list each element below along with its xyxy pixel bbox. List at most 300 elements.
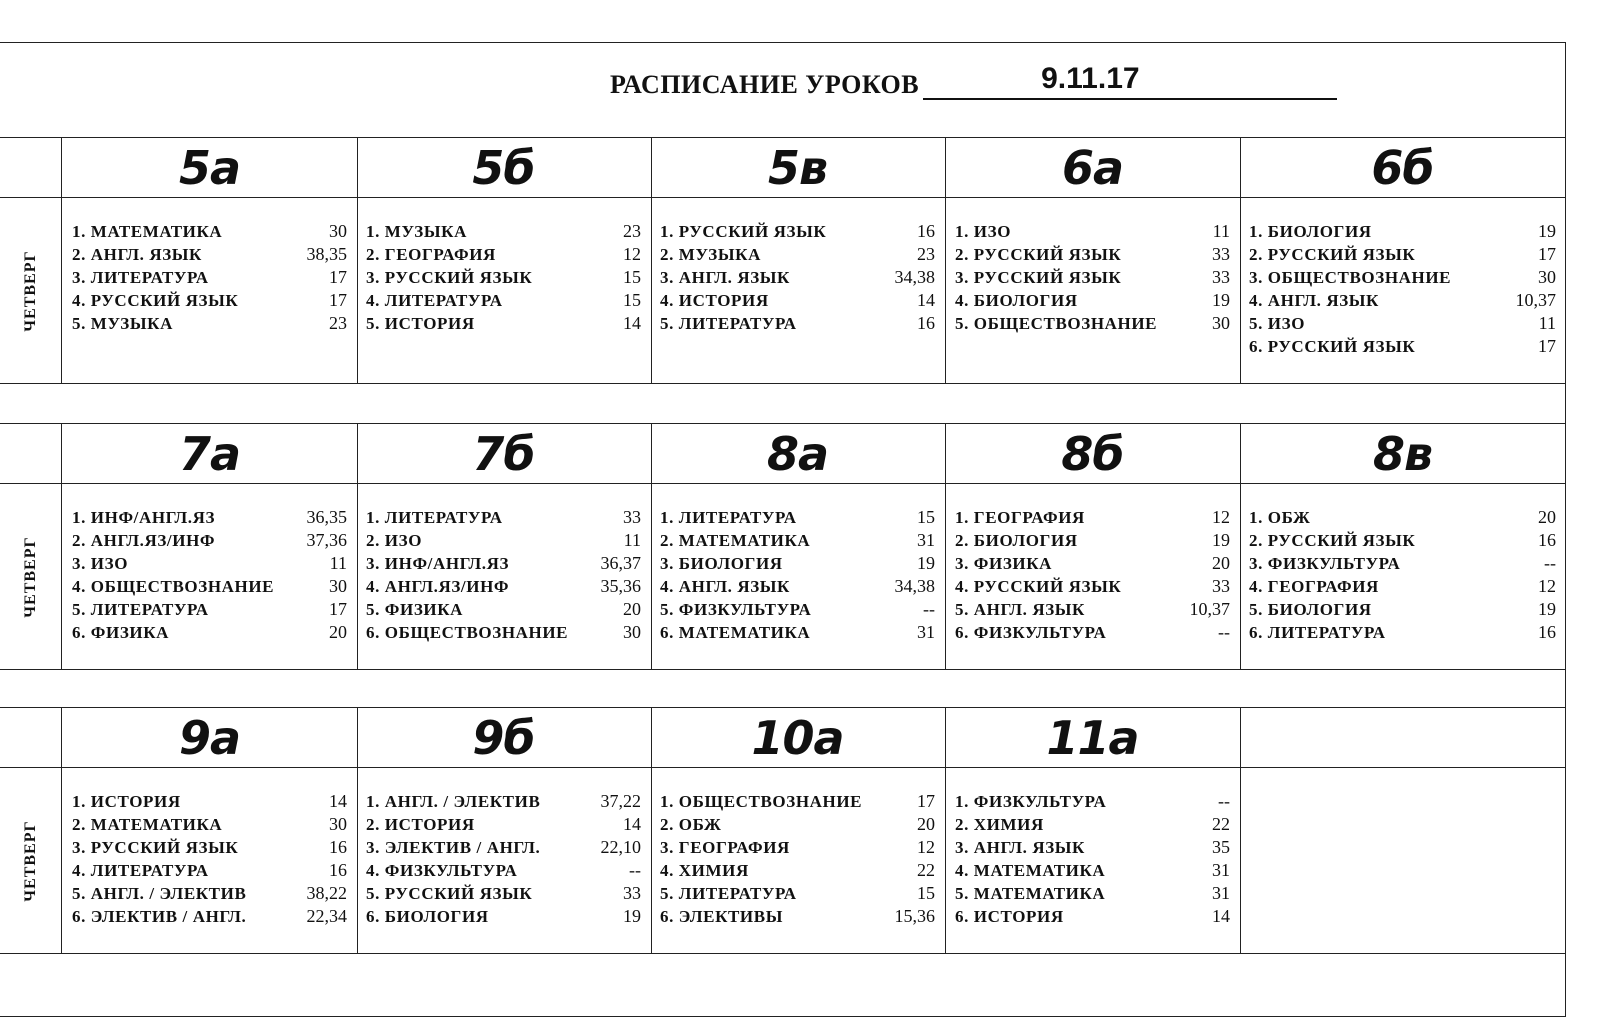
- lesson-row: [366, 621, 641, 644]
- class-name: 6а: [945, 138, 1240, 198]
- lesson-row: [660, 529, 935, 552]
- lesson-subject: 3. РУССКИЙ ЯЗЫК: [72, 838, 239, 857]
- lesson-row: [660, 882, 935, 905]
- lesson-room: 31: [917, 530, 935, 550]
- lesson-row: [1249, 220, 1556, 243]
- lesson-subject: 6. ФИЗИКА: [72, 623, 170, 642]
- lesson-subject: 3. ФИЗКУЛЬТУРА: [1249, 554, 1401, 573]
- lesson-room: 23: [623, 221, 641, 241]
- lesson-subject: 3. ЭЛЕКТИВ / АНГЛ.: [366, 838, 541, 857]
- lesson-room: --: [923, 599, 935, 619]
- lesson-room: 17: [329, 290, 347, 310]
- lesson-room: 14: [623, 313, 641, 333]
- lesson-subject: 4. ЛИТЕРАТУРА: [72, 861, 209, 880]
- lesson-row: [955, 859, 1230, 882]
- lesson-room: 20: [1538, 507, 1556, 527]
- lesson-row: [660, 575, 935, 598]
- lesson-subject: 1. БИОЛОГИЯ: [1249, 222, 1372, 241]
- lesson-room: 38,35: [306, 244, 347, 264]
- lesson-room: 22: [1212, 814, 1230, 834]
- lesson-row: [955, 220, 1230, 243]
- lesson-room: 37,22: [600, 791, 641, 811]
- lesson-row: [366, 813, 641, 836]
- class-name: 5в: [650, 138, 945, 198]
- lesson-subject: 5. АНГЛ. / ЭЛЕКТИВ: [72, 884, 247, 903]
- schedule-block: [0, 137, 1566, 384]
- lesson-row: [366, 790, 641, 813]
- class-name: 9б: [356, 708, 651, 768]
- class-name: 8б: [945, 424, 1240, 484]
- lesson-room: 16: [1538, 622, 1556, 642]
- lesson-room: 10,37: [1189, 599, 1230, 619]
- lesson-row: [72, 836, 347, 859]
- lesson-list: [945, 198, 1240, 335]
- lesson-subject: 1. ГЕОГРАФИЯ: [955, 508, 1085, 527]
- lesson-row: [72, 598, 347, 621]
- lesson-room: 23: [329, 313, 347, 333]
- lesson-subject: 6. ЛИТЕРАТУРА: [1249, 623, 1386, 642]
- lesson-subject: 2. РУССКИЙ ЯЗЫК: [955, 245, 1122, 264]
- lesson-room: 30: [623, 622, 641, 642]
- lesson-room: 33: [623, 883, 641, 903]
- lesson-row: [660, 859, 935, 882]
- lesson-subject: 2. МУЗЫКА: [660, 245, 761, 264]
- lesson-row: [955, 506, 1230, 529]
- lesson-room: 23: [917, 244, 935, 264]
- lesson-subject: 2. БИОЛОГИЯ: [955, 531, 1078, 550]
- lesson-subject: 6. ФИЗКУЛЬТУРА: [955, 623, 1107, 642]
- class-column: [1239, 708, 1566, 953]
- lesson-subject: 5. ОБЩЕСТВОЗНАНИЕ: [955, 314, 1158, 333]
- lesson-subject: 6. БИОЛОГИЯ: [366, 907, 489, 926]
- lesson-row: [660, 790, 935, 813]
- lesson-subject: 2. МАТЕМАТИКА: [72, 815, 223, 834]
- lesson-row: [1249, 621, 1556, 644]
- lesson-room: --: [629, 860, 641, 880]
- lesson-row: [1249, 266, 1556, 289]
- lesson-room: 19: [917, 553, 935, 573]
- lesson-room: 34,38: [894, 576, 935, 596]
- lesson-row: [72, 905, 347, 928]
- lesson-list: [945, 768, 1240, 928]
- lesson-list: [945, 484, 1240, 644]
- lesson-subject: 5. ЛИТЕРАТУРА: [72, 600, 209, 619]
- lesson-list: [650, 198, 945, 335]
- lesson-subject: 3. ОБЩЕСТВОЗНАНИЕ: [1249, 268, 1452, 287]
- lesson-subject: 1. ОБЩЕСТВОЗНАНИЕ: [660, 792, 863, 811]
- lesson-subject: 6. ЭЛЕКТИВ / АНГЛ.: [72, 907, 247, 926]
- lesson-room: 20: [1212, 553, 1230, 573]
- lesson-row: [1249, 506, 1556, 529]
- lesson-room: 35,36: [600, 576, 641, 596]
- lesson-row: [1249, 552, 1556, 575]
- lesson-list: [650, 768, 945, 928]
- lesson-row: [366, 552, 641, 575]
- lesson-row: [72, 312, 347, 335]
- lesson-list: [356, 198, 651, 335]
- lesson-subject: 6. ЭЛЕКТИВЫ: [660, 907, 783, 926]
- lesson-room: 35: [1212, 837, 1230, 857]
- lesson-subject: 3. ЛИТЕРАТУРА: [72, 268, 209, 287]
- lesson-row: [366, 312, 641, 335]
- lesson-row: [955, 836, 1230, 859]
- lesson-subject: 3. ИНФ/АНГЛ.ЯЗ: [366, 554, 510, 573]
- lesson-list: [62, 484, 357, 644]
- class-column: [650, 708, 946, 953]
- lesson-subject: 2. АНГЛ.ЯЗ/ИНФ: [72, 531, 216, 550]
- lesson-room: 22: [917, 860, 935, 880]
- class-column: [650, 138, 946, 383]
- lesson-room: 12: [1212, 507, 1230, 527]
- lesson-row: [955, 289, 1230, 312]
- lesson-row: [366, 266, 641, 289]
- lesson-subject: 5. БИОЛОГИЯ: [1249, 600, 1372, 619]
- lesson-row: [366, 836, 641, 859]
- lesson-subject: 6. ИСТОРИЯ: [955, 907, 1064, 926]
- lesson-row: [660, 243, 935, 266]
- day-label: ЧЕТВЕРГ: [21, 819, 39, 902]
- lesson-subject: 4. ЛИТЕРАТУРА: [366, 291, 503, 310]
- lesson-row: [72, 506, 347, 529]
- lesson-room: 14: [1212, 906, 1230, 926]
- lesson-row: [72, 220, 347, 243]
- lesson-room: 30: [329, 576, 347, 596]
- lesson-subject: 4. АНГЛ. ЯЗЫК: [1249, 291, 1379, 310]
- lesson-room: 14: [329, 791, 347, 811]
- lesson-row: [955, 266, 1230, 289]
- lesson-room: 15: [623, 290, 641, 310]
- day-label: ЧЕТВЕРГ: [21, 535, 39, 618]
- lesson-list: [1239, 768, 1566, 790]
- lesson-row: [366, 506, 641, 529]
- lesson-room: 19: [1538, 599, 1556, 619]
- lesson-row: [1249, 598, 1556, 621]
- day-column: [0, 138, 62, 383]
- lesson-room: 14: [623, 814, 641, 834]
- class-name: 8в: [1239, 424, 1566, 484]
- lesson-room: 16: [917, 221, 935, 241]
- lesson-row: [660, 598, 935, 621]
- lesson-room: --: [1218, 622, 1230, 642]
- lesson-row: [955, 575, 1230, 598]
- lesson-subject: 5. МУЗЫКА: [72, 314, 173, 333]
- class-name: 7а: [62, 424, 357, 484]
- day-header-cell: [0, 708, 61, 768]
- lesson-room: 20: [623, 599, 641, 619]
- lesson-subject: 2. МАТЕМАТИКА: [660, 531, 811, 550]
- lesson-list: [1239, 484, 1566, 644]
- lesson-room: 17: [329, 267, 347, 287]
- lesson-subject: 3. АНГЛ. ЯЗЫК: [955, 838, 1085, 857]
- lesson-subject: 3. ГЕОГРАФИЯ: [660, 838, 790, 857]
- lesson-room: 16: [329, 860, 347, 880]
- lesson-subject: 4. ФИЗКУЛЬТУРА: [366, 861, 518, 880]
- lesson-room: 20: [329, 622, 347, 642]
- lesson-room: 12: [623, 244, 641, 264]
- lesson-subject: 1. АНГЛ. / ЭЛЕКТИВ: [366, 792, 541, 811]
- lesson-subject: 1. МУЗЫКА: [366, 222, 467, 241]
- schedule-header: [610, 62, 1337, 100]
- lesson-row: [955, 813, 1230, 836]
- lesson-room: 19: [1538, 221, 1556, 241]
- lesson-subject: 5. РУССКИЙ ЯЗЫК: [366, 884, 533, 903]
- lesson-subject: 6. РУССКИЙ ЯЗЫК: [1249, 337, 1416, 356]
- class-column: [62, 708, 358, 953]
- lesson-list: [1239, 198, 1566, 358]
- class-column: [945, 424, 1241, 669]
- lesson-subject: 2. РУССКИЙ ЯЗЫК: [1249, 245, 1416, 264]
- lesson-row: [72, 882, 347, 905]
- lesson-subject: 2. ИЗО: [366, 531, 423, 550]
- class-column: [1239, 138, 1566, 383]
- lesson-subject: 2. ХИМИЯ: [955, 815, 1044, 834]
- lesson-subject: 4. ГЕОГРАФИЯ: [1249, 577, 1379, 596]
- lesson-subject: 1. МАТЕМАТИКА: [72, 222, 223, 241]
- lesson-subject: 1. ИСТОРИЯ: [72, 792, 181, 811]
- lesson-row: [660, 506, 935, 529]
- lesson-subject: 1. ЛИТЕРАТУРА: [660, 508, 797, 527]
- lesson-room: 33: [1212, 267, 1230, 287]
- lesson-row: [366, 859, 641, 882]
- lesson-subject: 6. ОБЩЕСТВОЗНАНИЕ: [366, 623, 569, 642]
- lesson-row: [955, 312, 1230, 335]
- class-name: 9а: [62, 708, 357, 768]
- class-name: 5а: [62, 138, 357, 198]
- lesson-room: 20: [917, 814, 935, 834]
- lesson-subject: 4. ХИМИЯ: [660, 861, 749, 880]
- lesson-row: [955, 882, 1230, 905]
- lesson-subject: 2. АНГЛ. ЯЗЫК: [72, 245, 202, 264]
- lesson-subject: 2. РУССКИЙ ЯЗЫК: [1249, 531, 1416, 550]
- lesson-subject: 5. ИЗО: [1249, 314, 1306, 333]
- lesson-row: [660, 836, 935, 859]
- lesson-subject: 3. РУССКИЙ ЯЗЫК: [955, 268, 1122, 287]
- lesson-subject: 3. ИЗО: [72, 554, 129, 573]
- class-name: 11а: [945, 708, 1240, 768]
- lesson-room: 15,36: [894, 906, 935, 926]
- class-column: [62, 424, 358, 669]
- lesson-row: [955, 552, 1230, 575]
- lesson-subject: 5. АНГЛ. ЯЗЫК: [955, 600, 1085, 619]
- class-column: [356, 424, 652, 669]
- lesson-row: [1249, 289, 1556, 312]
- lesson-row: [955, 905, 1230, 928]
- lesson-list: [356, 768, 651, 928]
- lesson-subject: 6. МАТЕМАТИКА: [660, 623, 811, 642]
- lesson-room: 15: [917, 507, 935, 527]
- class-name: 10а: [650, 708, 945, 768]
- lesson-subject: 1. ФИЗКУЛЬТУРА: [955, 792, 1107, 811]
- lesson-room: 16: [329, 837, 347, 857]
- lesson-row: [72, 790, 347, 813]
- lesson-row: [366, 882, 641, 905]
- lesson-subject: 1. ОБЖ: [1249, 508, 1311, 527]
- lesson-subject: 5. ИСТОРИЯ: [366, 314, 475, 333]
- lesson-row: [955, 243, 1230, 266]
- page-title: РАСПИСАНИЕ УРОКОВ: [610, 70, 920, 99]
- class-name: [1239, 708, 1566, 768]
- lesson-room: 31: [1212, 883, 1230, 903]
- lesson-row: [366, 575, 641, 598]
- lesson-row: [366, 289, 641, 312]
- lesson-room: 15: [917, 883, 935, 903]
- lesson-subject: 4. ОБЩЕСТВОЗНАНИЕ: [72, 577, 275, 596]
- class-column: [945, 708, 1241, 953]
- lesson-subject: 4. БИОЛОГИЯ: [955, 291, 1078, 310]
- class-name: 5б: [356, 138, 651, 198]
- lesson-room: 16: [1538, 530, 1556, 550]
- class-column: [356, 138, 652, 383]
- lesson-row: [660, 220, 935, 243]
- class-name: 6б: [1239, 138, 1566, 198]
- lesson-subject: 4. АНГЛ. ЯЗЫК: [660, 577, 790, 596]
- class-column: [1239, 424, 1566, 669]
- lesson-subject: 1. ИЗО: [955, 222, 1012, 241]
- lesson-row: [660, 552, 935, 575]
- lesson-row: [660, 621, 935, 644]
- lesson-room: 36,37: [600, 553, 641, 573]
- lesson-room: 33: [1212, 244, 1230, 264]
- lesson-list: [356, 484, 651, 644]
- lesson-room: 37,36: [306, 530, 347, 550]
- day-label: ЧЕТВЕРГ: [21, 249, 39, 332]
- lesson-room: 36,35: [306, 507, 347, 527]
- lesson-subject: 4. ИСТОРИЯ: [660, 291, 769, 310]
- lesson-row: [660, 905, 935, 928]
- lesson-list: [62, 198, 357, 335]
- lesson-room: 11: [1538, 313, 1556, 333]
- lesson-room: 10,37: [1515, 290, 1556, 310]
- lesson-subject: 3. РУССКИЙ ЯЗЫК: [366, 268, 533, 287]
- lesson-subject: 4. РУССКИЙ ЯЗЫК: [955, 577, 1122, 596]
- lesson-room: --: [1218, 791, 1230, 811]
- lesson-row: [955, 529, 1230, 552]
- lesson-row: [366, 243, 641, 266]
- lesson-subject: 3. ФИЗИКА: [955, 554, 1053, 573]
- lesson-subject: 4. МАТЕМАТИКА: [955, 861, 1106, 880]
- lesson-subject: 2. ОБЖ: [660, 815, 722, 834]
- schedule-block: [0, 707, 1566, 954]
- lesson-row: [955, 790, 1230, 813]
- lesson-room: 19: [623, 906, 641, 926]
- lesson-row: [72, 621, 347, 644]
- lesson-subject: 5. ФИЗКУЛЬТУРА: [660, 600, 812, 619]
- lesson-subject: 5. ЛИТЕРАТУРА: [660, 314, 797, 333]
- lesson-subject: 3. БИОЛОГИЯ: [660, 554, 783, 573]
- lesson-room: 31: [1212, 860, 1230, 880]
- lesson-subject: 2. ИСТОРИЯ: [366, 815, 475, 834]
- lesson-subject: 1. ЛИТЕРАТУРА: [366, 508, 503, 527]
- lesson-row: [366, 598, 641, 621]
- schedule-date: 9.11.17: [1041, 62, 1140, 95]
- day-column: [0, 708, 62, 953]
- lesson-room: 31: [917, 622, 935, 642]
- lesson-list: [62, 768, 357, 928]
- lesson-row: [72, 266, 347, 289]
- lesson-room: 34,38: [894, 267, 935, 287]
- lesson-room: 17: [1538, 336, 1556, 356]
- lesson-row: [660, 813, 935, 836]
- lesson-row: [1249, 243, 1556, 266]
- lesson-row: [955, 621, 1230, 644]
- lesson-room: 30: [1212, 313, 1230, 333]
- lesson-row: [72, 859, 347, 882]
- lesson-row: [72, 813, 347, 836]
- lesson-room: 15: [623, 267, 641, 287]
- date-underline: [923, 62, 1337, 100]
- class-column: [650, 424, 946, 669]
- lesson-room: 30: [329, 221, 347, 241]
- lesson-subject: 4. РУССКИЙ ЯЗЫК: [72, 291, 239, 310]
- lesson-row: [72, 289, 347, 312]
- lesson-row: [72, 529, 347, 552]
- day-header-cell: [0, 424, 61, 484]
- schedule-block: [0, 423, 1566, 670]
- lesson-room: 22,34: [306, 906, 347, 926]
- lesson-row: [660, 312, 935, 335]
- lesson-subject: 5. ФИЗИКА: [366, 600, 464, 619]
- class-name: 8а: [650, 424, 945, 484]
- lesson-subject: 5. МАТЕМАТИКА: [955, 884, 1106, 903]
- lesson-subject: 1. ИНФ/АНГЛ.ЯЗ: [72, 508, 216, 527]
- lesson-subject: 1. РУССКИЙ ЯЗЫК: [660, 222, 827, 241]
- lesson-room: 33: [623, 507, 641, 527]
- class-column: [945, 138, 1241, 383]
- class-column: [62, 138, 358, 383]
- class-name: 7б: [356, 424, 651, 484]
- lesson-room: 19: [1212, 290, 1230, 310]
- lesson-room: 30: [329, 814, 347, 834]
- day-header-cell: [0, 138, 61, 198]
- lesson-row: [366, 220, 641, 243]
- lesson-room: --: [1544, 553, 1556, 573]
- lesson-row: [1249, 575, 1556, 598]
- lesson-row: [955, 598, 1230, 621]
- lesson-row: [72, 243, 347, 266]
- lesson-room: 30: [1538, 267, 1556, 287]
- lesson-row: [1249, 312, 1556, 335]
- lesson-room: 17: [1538, 244, 1556, 264]
- lesson-room: 19: [1212, 530, 1230, 550]
- lesson-row: [1249, 335, 1556, 358]
- lesson-room: 11: [1212, 221, 1230, 241]
- lesson-room: 38,22: [306, 883, 347, 903]
- lesson-row: [72, 552, 347, 575]
- lesson-subject: 4. АНГЛ.ЯЗ/ИНФ: [366, 577, 510, 596]
- lesson-list: [650, 484, 945, 644]
- lesson-room: 33: [1212, 576, 1230, 596]
- lesson-room: 11: [623, 530, 641, 550]
- lesson-row: [72, 575, 347, 598]
- lesson-room: 12: [1538, 576, 1556, 596]
- class-column: [356, 708, 652, 953]
- lesson-row: [660, 289, 935, 312]
- lesson-subject: 3. АНГЛ. ЯЗЫК: [660, 268, 790, 287]
- lesson-room: 17: [329, 599, 347, 619]
- lesson-row: [366, 905, 641, 928]
- lesson-row: [366, 529, 641, 552]
- lesson-subject: 5. ЛИТЕРАТУРА: [660, 884, 797, 903]
- lesson-row: [1249, 529, 1556, 552]
- lesson-room: 12: [917, 837, 935, 857]
- lesson-room: 17: [917, 791, 935, 811]
- lesson-room: 14: [917, 290, 935, 310]
- lesson-room: 22,10: [600, 837, 641, 857]
- lesson-room: 16: [917, 313, 935, 333]
- lesson-row: [660, 266, 935, 289]
- lesson-room: 11: [329, 553, 347, 573]
- lesson-subject: 2. ГЕОГРАФИЯ: [366, 245, 496, 264]
